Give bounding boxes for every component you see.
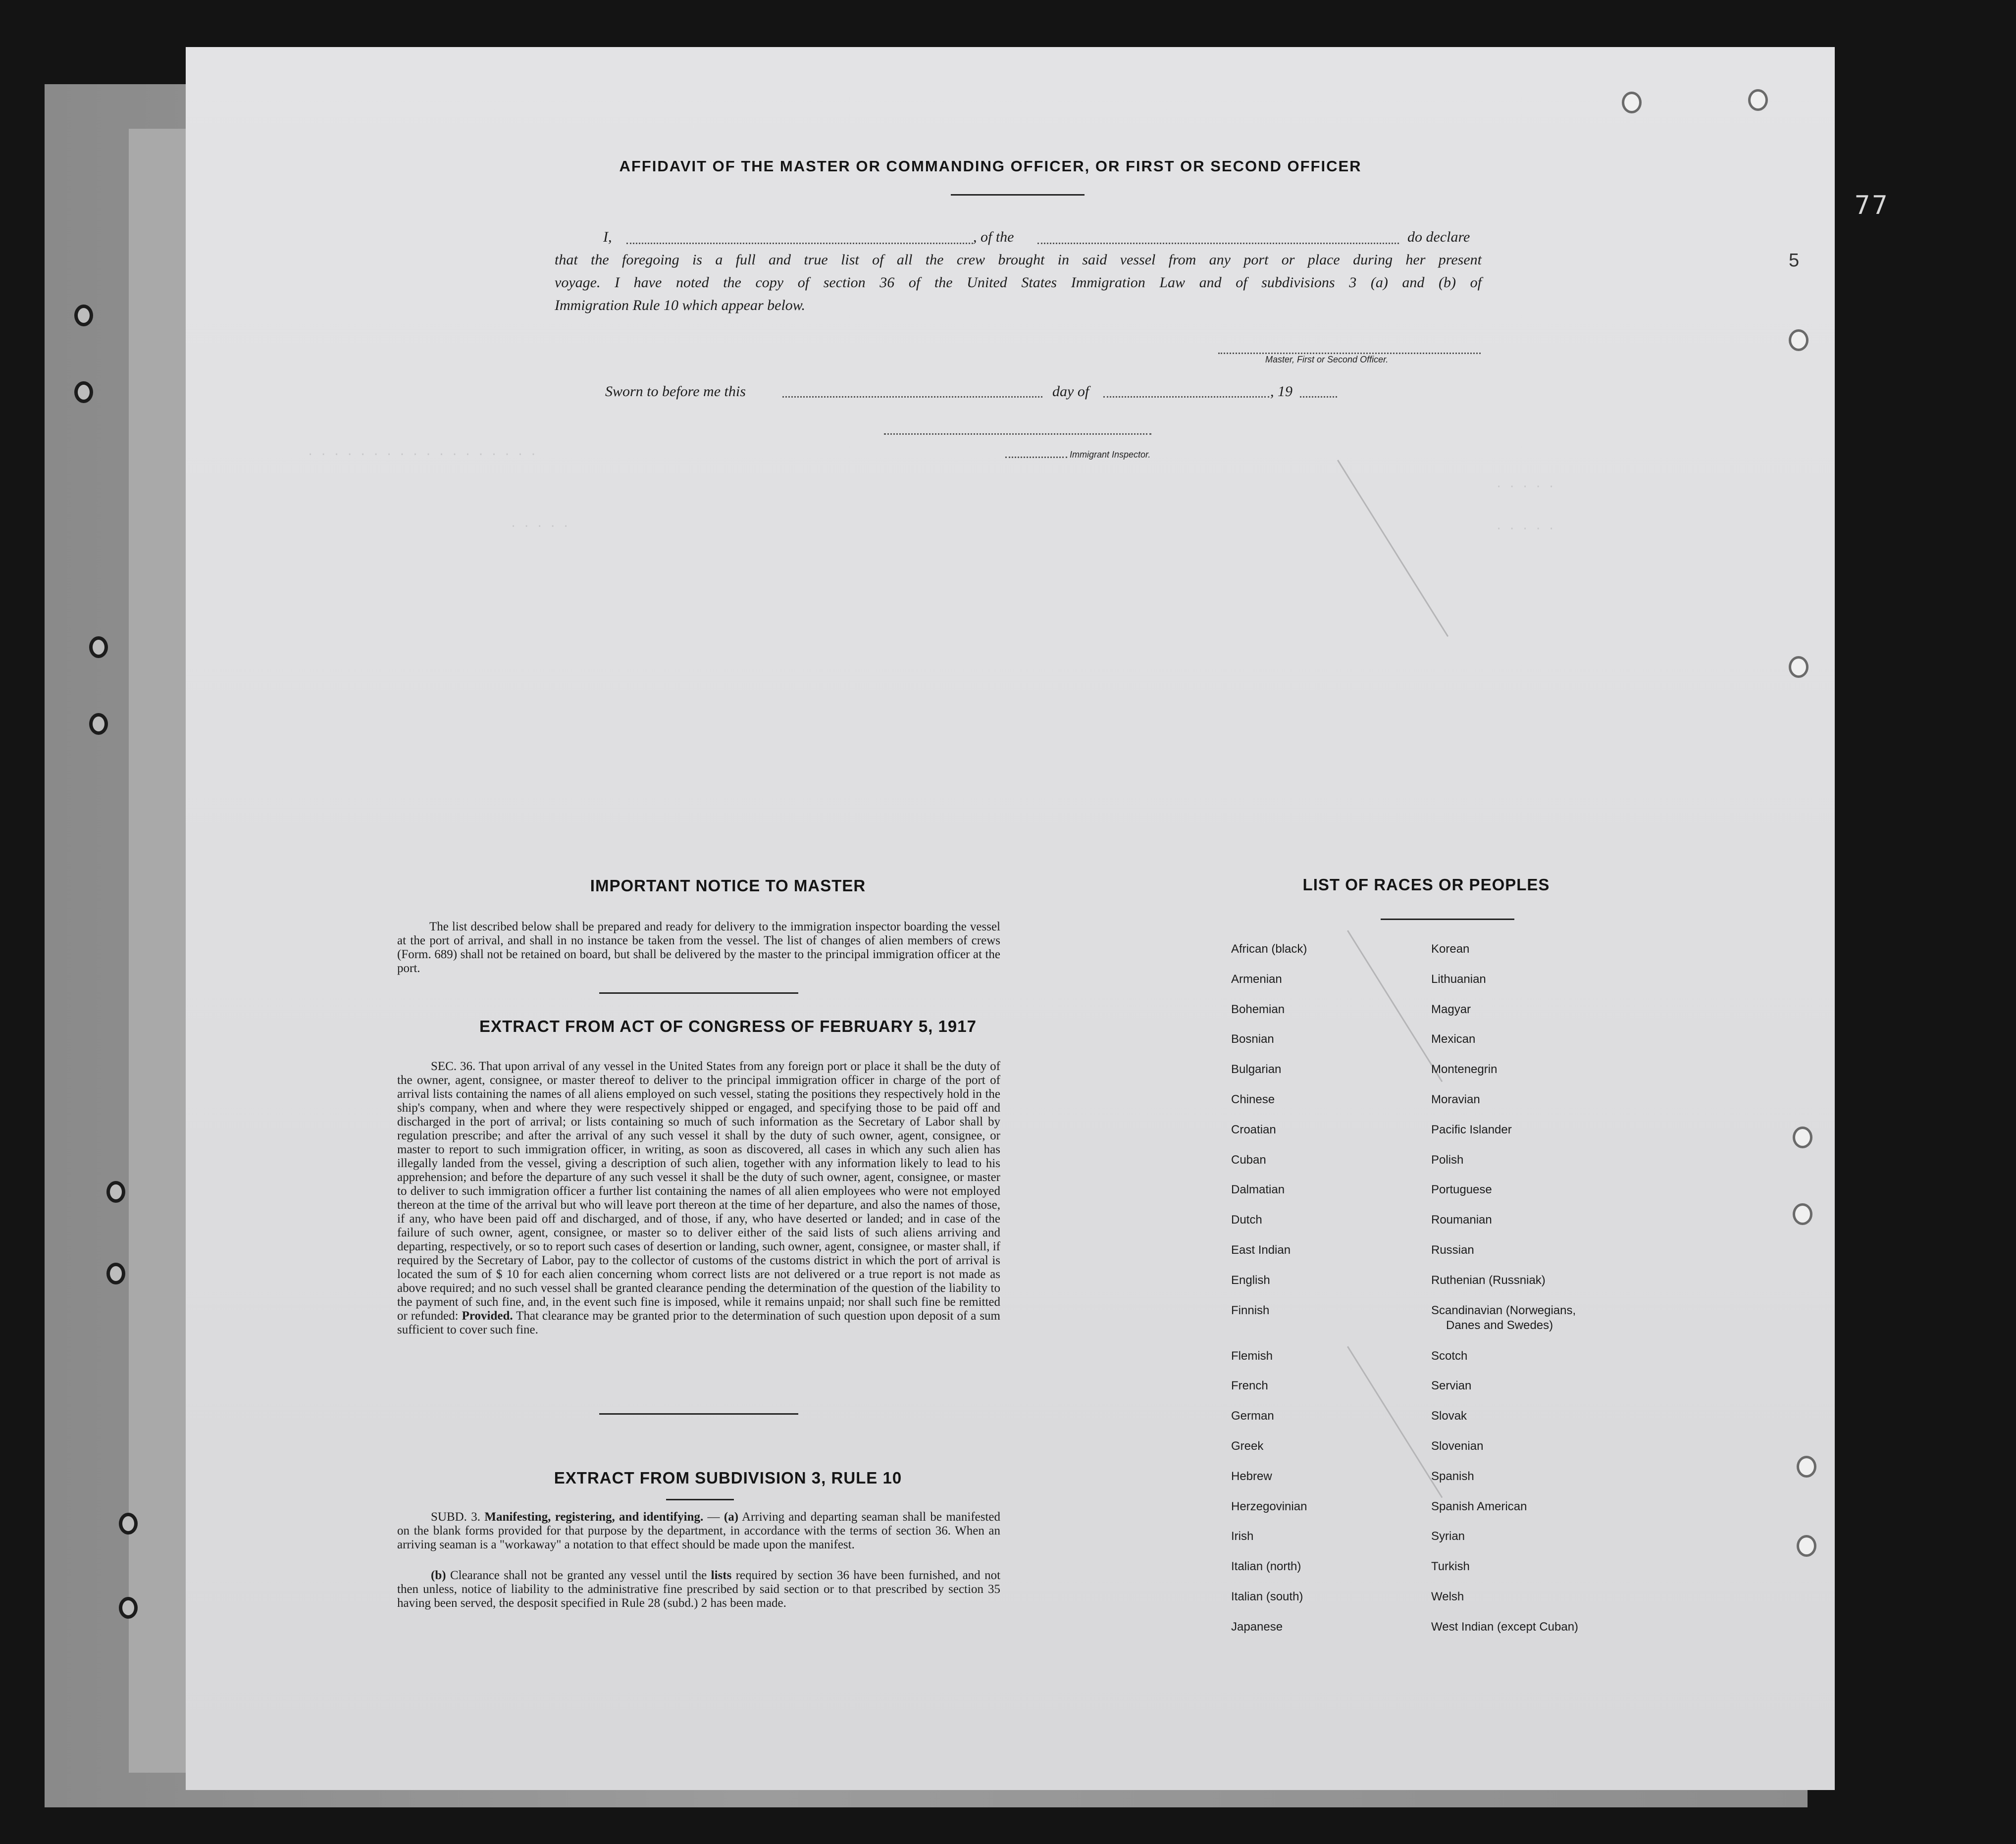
sheet-hole [1797,1456,1816,1478]
race-item: Herzegovinian [1231,1499,1307,1513]
race-item-continuation: Danes and Swedes) [1446,1318,1553,1332]
act-body-text: SEC. 36. That upon arrival of any vessel in the United States from any foreign port or place it shall be the duty of the owner, agent, consignee, or master thereof to deliver to the principal immigration officer in charge of the port of arrival lists containing the names of all aliens employed on such vessel, stating the positions they respectively hold in the ship's company, when and where they were respectively shipped or engaged, and specifying those to be paid off and discharged in the port of arrival; or lists containing so much of such information as the Secretary of Labor shall by regulation prescribe; and after the arrival of any such vessel it shall by the duty of such owner, agent, consignee, or master to report to such immigration officer, in writing, as soon as discovered, all cases in which any such alien has illegally landed from the vessel, giving a description of such alien, together with any information likely to lead to his apprehension; and before the departure of any such vessel it shall be the duty of such owner, agent, consignee, or master to deliver to such immigration officer a further list containing the names of all alien employees who were not employed thereon at the time of the arrival but who will leave port thereon at the time of her departure, and also the names of those, if any, who have been paid off and discharged, and of those, if any, who have deserted or landed; and in case of the failure of such owner, agent, consignee, or master so to deliver either of the said lists of such aliens arriving and departing, respectively, or so to report such cases of desertion or landing, such owner, agent, consignee, or master shall, if required by the Secretary of Labor, pay to the collector of customs of the customs district in which the port of arrival is located the sum of $ 10 for each alien concerning whom correct lists are not delivered or a true report is not made as above required; and no such vessel shall be granted clearance pending the determination of the question of the liability to the payment of such fine, and, in the event such fine is imposed, while it remains unpaid; nor shall such fine be remitted or refunded: [397,1060,1000,1323]
act-extract-body [397,1060,1000,1337]
manifesting-heading: Manifesting, registering, and identifying. [484,1510,704,1524]
race-item: Italian (south) [1231,1589,1303,1603]
act-body-end: That clearance may be granted prior to the determination of such question upon deposit of a sum sufficient to cover such fine. [397,1309,1001,1336]
rule-extract-para-b [397,1569,1000,1610]
race-item: Spanish [1431,1469,1474,1483]
punch-hole [106,1263,125,1284]
act-extract-title: EXTRACT FROM ACT OF CONGRESS OF FEBRUARY 5, 1917 [479,1017,977,1035]
punch-hole [74,305,93,326]
clause-b-text-1: Clearance shall not be granted any vessel until the [450,1569,707,1582]
race-item: Lithuanian [1431,972,1486,986]
race-item: Spanish American [1431,1499,1527,1513]
race-item: Flemish [1231,1349,1273,1363]
race-item: Polish [1431,1153,1464,1167]
sheet-hole [1789,329,1809,351]
officer-signature-line [1218,353,1481,354]
race-item: Bulgarian [1231,1063,1282,1076]
clause-a-text: Arriving and departing seaman shall be manifested on the blank forms provided for that purpose by the department, in accordance with the terms of section 36. When an arriving seaman is a "workaway" a notation to that effect should be made upon the manifest. [397,1510,1001,1551]
race-item: Chinese [1231,1092,1275,1106]
race-item: Japanese [1231,1620,1283,1634]
sheet-hole [1748,89,1768,111]
affidavit-i: I, [603,229,612,245]
race-item: Servian [1431,1379,1472,1393]
punch-hole [106,1181,125,1203]
sheet-hole [1793,1203,1812,1225]
day-of-text: day of [1052,383,1089,400]
race-item: Armenian [1231,972,1282,986]
title-underline [951,194,1085,196]
race-item: Irish [1231,1530,1254,1543]
sheet-hole [1797,1535,1816,1557]
bleed-through-text: . . . . . [1496,478,1555,490]
race-item: Dutch [1231,1213,1262,1227]
race-item: Korean [1431,942,1470,956]
race-item: Bohemian [1231,1002,1285,1016]
race-item: Welsh [1431,1589,1464,1603]
race-item: Turkish [1431,1560,1470,1574]
sheet-hole [1622,92,1642,113]
race-item: Greek [1231,1439,1264,1453]
rule-extract-para-a [397,1510,1000,1552]
affidavit-line-4: Immigration Rule 10 which appear below. [555,297,806,313]
race-item: West Indian (except Cuban) [1431,1620,1579,1634]
punch-hole [89,713,108,735]
race-item: Scandinavian (Norwegians, [1431,1303,1576,1317]
inspector-signature-line [884,433,1151,435]
race-item: African (black) [1231,942,1307,956]
affidavit-title: AFFIDAVIT OF THE MASTER OR COMMANDING OFFICER, OR FIRST OR SECOND OFFICER [619,157,1362,175]
margin-mark: 5 [1789,250,1800,271]
notice-title: IMPORTANT NOTICE TO MASTER [590,876,866,895]
races-left-column [1231,934,1307,1642]
race-item: Russian [1431,1243,1474,1257]
race-item: Slovenian [1431,1439,1484,1453]
race-item: Bosnian [1231,1032,1274,1046]
lists-word: lists [711,1569,732,1582]
race-item: Roumanian [1431,1213,1492,1227]
clause-b-text-2: required by section 36 have been furnished, and not then unless, notice of liability to the administrative fine prescribed by said section or to that prescribed by section 35 having been served, the desposit specified in Rule 28 (subd.) 2 has been made. [397,1569,1001,1610]
bleed-through-text: . . . . . [510,517,569,530]
page-number: 77 [1855,191,1890,220]
act-divider [599,1413,798,1415]
races-right-column [1431,934,1578,1642]
race-item: East Indian [1231,1243,1291,1257]
bleed-through-text: . . . . . [1496,520,1555,532]
race-item: German [1231,1409,1274,1423]
race-item: Moravian [1431,1092,1480,1106]
subd-label: SUBD. 3. [431,1510,481,1524]
punch-hole [74,381,93,403]
sheet-hole [1793,1127,1812,1148]
race-item: Dalmatian [1231,1183,1285,1197]
race-item: Hebrew [1231,1469,1272,1483]
clause-a-label: (a) [724,1510,739,1524]
sworn-text: Sworn to before me this [605,383,746,400]
inspector-caption: Immigrant Inspector. [1070,450,1151,460]
affidavit-declare: do declare [1407,229,1470,245]
races-title: LIST OF RACES OR PEOPLES [1302,875,1550,894]
punch-hole [119,1597,138,1619]
month-blank [1103,396,1269,398]
races-title-underline [1381,919,1514,920]
officer-caption: Master, First or Second Officer. [1265,355,1389,364]
race-item: Italian (north) [1231,1560,1301,1574]
race-item: English [1231,1273,1270,1287]
race-item: Scotch [1431,1349,1468,1363]
punch-hole [119,1513,138,1535]
dash: — [703,1510,724,1524]
affidavit-line-2: that the foregoing is a full and true list of all the crew brought in said vessel from any port or place during her present [555,252,1482,268]
rule-title-underline [666,1499,734,1500]
race-item: Syrian [1431,1530,1465,1543]
notice-body: The list described below shall be prepared and ready for delivery to the immigration inspector boarding the vessel at the port of arrival, and shall in no instance be taken from the vessel. The list of changes of alien members of crews (Form. 689) shall not be retained on board, but shall be delivered by the master to the principal immigration officer at the port. [397,920,1000,975]
name-blank [626,243,973,244]
race-item: Cuban [1231,1153,1266,1167]
affidavit-line-3: voyage. I have noted the copy of section 36 of the United States Immigration Law and of subdivisions 3 (a) and (b) of [555,274,1482,291]
affidavit-of-the: , of the [973,229,1014,245]
clause-b-label: (b) [431,1569,446,1582]
rule-extract-title: EXTRACT FROM SUBDIVISION 3, RULE 10 [554,1469,902,1487]
sheet-hole [1789,656,1809,678]
vessel-blank [1037,243,1399,244]
provided-word: Provided. [462,1309,513,1323]
year-blank [1300,396,1337,398]
sworn-day-blank [782,396,1042,398]
year-prefix: , 19 [1270,383,1292,400]
notice-divider [599,992,798,994]
race-item: Slovak [1431,1409,1467,1423]
inspector-short-line [1005,457,1067,458]
race-item: Magyar [1431,1002,1471,1016]
race-item: Portuguese [1431,1183,1492,1197]
race-item: Croatian [1231,1123,1276,1136]
race-item: Mexican [1431,1032,1476,1046]
bleed-through-text: . . . . . . . . . . . . . . . . . . [307,446,537,458]
race-item: Pacific Islander [1431,1123,1512,1136]
race-item: Finnish [1231,1303,1270,1317]
race-item: French [1231,1379,1268,1393]
race-item: Montenegrin [1431,1063,1498,1076]
race-item: Ruthenian (Russniak) [1431,1273,1546,1287]
punch-hole [89,636,108,658]
